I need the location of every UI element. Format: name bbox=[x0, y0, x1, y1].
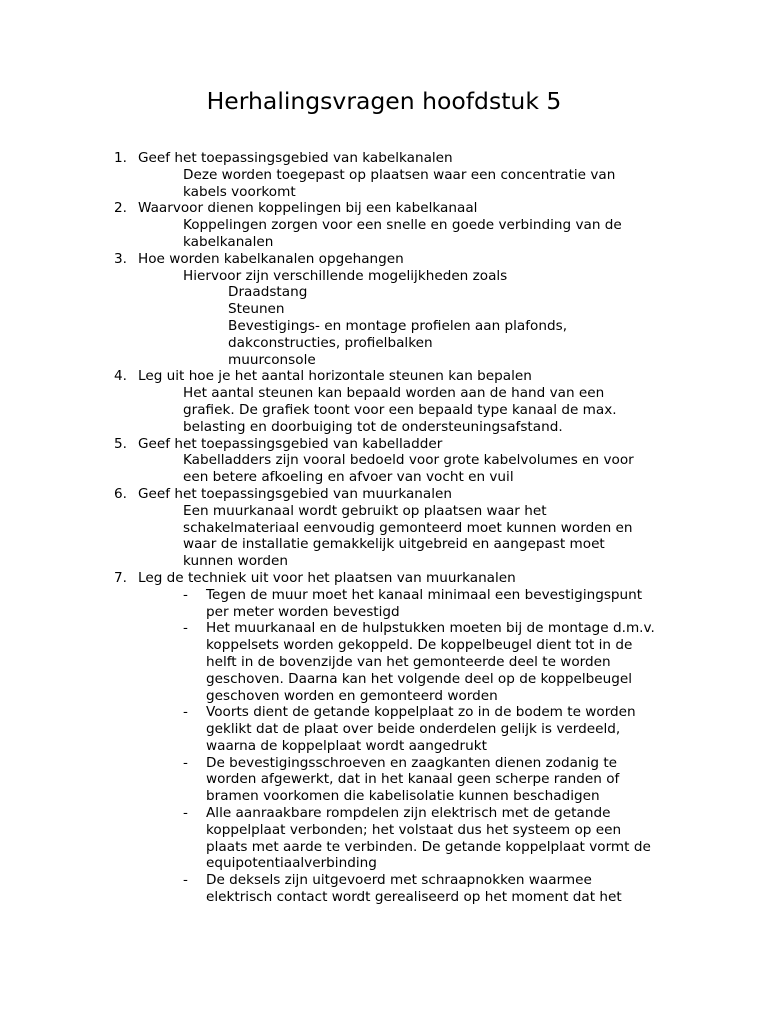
question-number: 4. bbox=[114, 368, 127, 385]
bullet-dash: - bbox=[183, 805, 188, 822]
question-number: 2. bbox=[114, 200, 127, 217]
bullet-line: koppelplaat verbonden; het volstaat dus het systeem op een bbox=[206, 821, 622, 838]
answer-line: kunnen worden bbox=[183, 553, 288, 570]
question-number: 1. bbox=[114, 150, 127, 166]
answer-line: kabels voorkomt bbox=[183, 183, 296, 200]
question-list bbox=[0, 150, 768, 906]
answer-line: belasting en doorbuiging tot de ondersteuningsafstand. bbox=[183, 418, 563, 435]
question-item bbox=[0, 436, 768, 453]
answer-line: schakelmateriaal eenvoudig gemonteerd moet kunnen worden en bbox=[183, 519, 633, 536]
answer-line: Hiervoor zijn verschillende mogelijkheden zoals bbox=[183, 267, 508, 284]
question-number: 6. bbox=[114, 485, 127, 502]
question-text: Waarvoor dienen koppelingen bij een kabelkanaal bbox=[138, 200, 478, 217]
bullet-line: Tegen de muur moet het kanaal minimaal een bevestigingspunt bbox=[206, 586, 643, 603]
answer-line: Een muurkanaal wordt gebruikt op plaatsen waar het bbox=[183, 502, 547, 519]
bullet-item bbox=[0, 805, 768, 822]
answer-line: Kabelladders zijn vooral bedoeld voor grote kabelvolumes en voor bbox=[183, 452, 634, 469]
bullet-item bbox=[0, 620, 768, 637]
question-item bbox=[0, 251, 768, 268]
question-item bbox=[0, 368, 768, 385]
bullet-item bbox=[0, 872, 768, 889]
bullet-line: geschoven. Daarna kan het volgende deel op de koppelbeugel bbox=[206, 670, 632, 687]
bullet-line: worden afgewerkt, dat in het kanaal geen scherpe randen of bbox=[206, 771, 620, 788]
bullet-line: Alle aanraakbare rompdelen zijn elektrisch met de getande bbox=[206, 805, 611, 822]
bullet-line: Voorts dient de getande koppelplaat zo in de bodem te worden bbox=[206, 704, 636, 721]
question-number: 7. bbox=[114, 569, 127, 586]
answer-line: Het aantal steunen kan bepaald worden aan de hand van een bbox=[183, 385, 605, 402]
bullet-item bbox=[0, 755, 768, 772]
sub-item: Steunen bbox=[228, 301, 285, 318]
answer-line: Koppelingen zorgen voor een snelle en goede verbinding van de bbox=[183, 217, 622, 234]
bullet-line: waarna de koppelplaat wordt aangedrukt bbox=[206, 737, 487, 754]
question-text: Geef het toepassingsgebied van kabelladder bbox=[138, 435, 443, 452]
sub-item: dakconstructies, profielbalken bbox=[228, 334, 433, 351]
answer-line: waar de installatie gemakkelijk uitgebreid en aangepast moet bbox=[183, 536, 605, 553]
bullet-item bbox=[0, 587, 768, 604]
question-item bbox=[0, 486, 768, 503]
bullet-line: Het muurkanaal en de hulpstukken moeten bij de montage d.m.v. bbox=[206, 620, 655, 637]
bullet-line: helft in de bovenzijde van het gemonteerde deel te worden bbox=[206, 653, 611, 670]
bullet-line: geklikt dat de plaat over beide onderdelen gelijk is verdeeld, bbox=[206, 721, 621, 738]
bullet-line: De deksels zijn uitgevoerd met schraapnokken waarmee bbox=[206, 872, 592, 889]
answer-line: grafiek. De grafiek toont voor een bepaald type kanaal de max. bbox=[183, 401, 617, 418]
sub-item: Bevestigings- en montage profielen aan plafonds, bbox=[228, 317, 568, 334]
bullet-dash: - bbox=[183, 586, 188, 603]
sub-item: Draadstang bbox=[228, 284, 308, 301]
question-item bbox=[0, 200, 768, 217]
bullet-dash: - bbox=[183, 704, 188, 721]
question-text: Geef het toepassingsgebied van muurkanalen bbox=[138, 485, 452, 502]
bullet-line: per meter worden bevestigd bbox=[206, 603, 400, 620]
bullet-line: elektrisch contact wordt gerealiseerd op het moment dat het bbox=[206, 889, 622, 906]
bullet-line: koppelsets worden gekoppeld. De koppelbeugel dient tot in de bbox=[206, 637, 633, 654]
bullet-line: equipotentiaalverbinding bbox=[206, 855, 377, 872]
question-text: Leg uit hoe je het aantal horizontale steunen kan bepalen bbox=[138, 368, 532, 385]
question-number: 5. bbox=[114, 435, 127, 452]
answer-line: een betere afkoeling en afvoer van vocht en vuil bbox=[183, 469, 514, 486]
bullet-line: plaats met aarde te verbinden. De getande koppelplaat vormt de bbox=[206, 838, 651, 855]
bullet-item bbox=[0, 704, 768, 721]
sub-item: muurconsole bbox=[228, 351, 316, 368]
question-item bbox=[0, 150, 768, 167]
question-text: Leg de techniek uit voor het plaatsen van muurkanalen bbox=[138, 569, 516, 586]
question-number: 3. bbox=[114, 250, 127, 267]
answer-line: Deze worden toegepast op plaatsen waar een concentratie van bbox=[183, 166, 616, 183]
bullet-line: bramen voorkomen die kabelisolatie kunnen beschadigen bbox=[206, 788, 600, 805]
bullet-line: geschoven worden en gemonteerd worden bbox=[206, 687, 498, 704]
question-text: Geef het toepassingsgebied van kabelkanalen bbox=[138, 150, 453, 166]
page-title: Herhalingsvragen hoofdstuk 5 bbox=[206, 87, 562, 115]
answer-line: kabelkanalen bbox=[183, 233, 274, 250]
bullet-dash: - bbox=[183, 754, 188, 771]
question-text: Hoe worden kabelkanalen opgehangen bbox=[138, 250, 404, 267]
bullet-dash: - bbox=[183, 872, 188, 889]
question-item bbox=[0, 570, 768, 587]
bullet-line: De bevestigingsschroeven en zaagkanten dienen zodanig te bbox=[206, 754, 618, 771]
bullet-dash: - bbox=[183, 620, 188, 637]
